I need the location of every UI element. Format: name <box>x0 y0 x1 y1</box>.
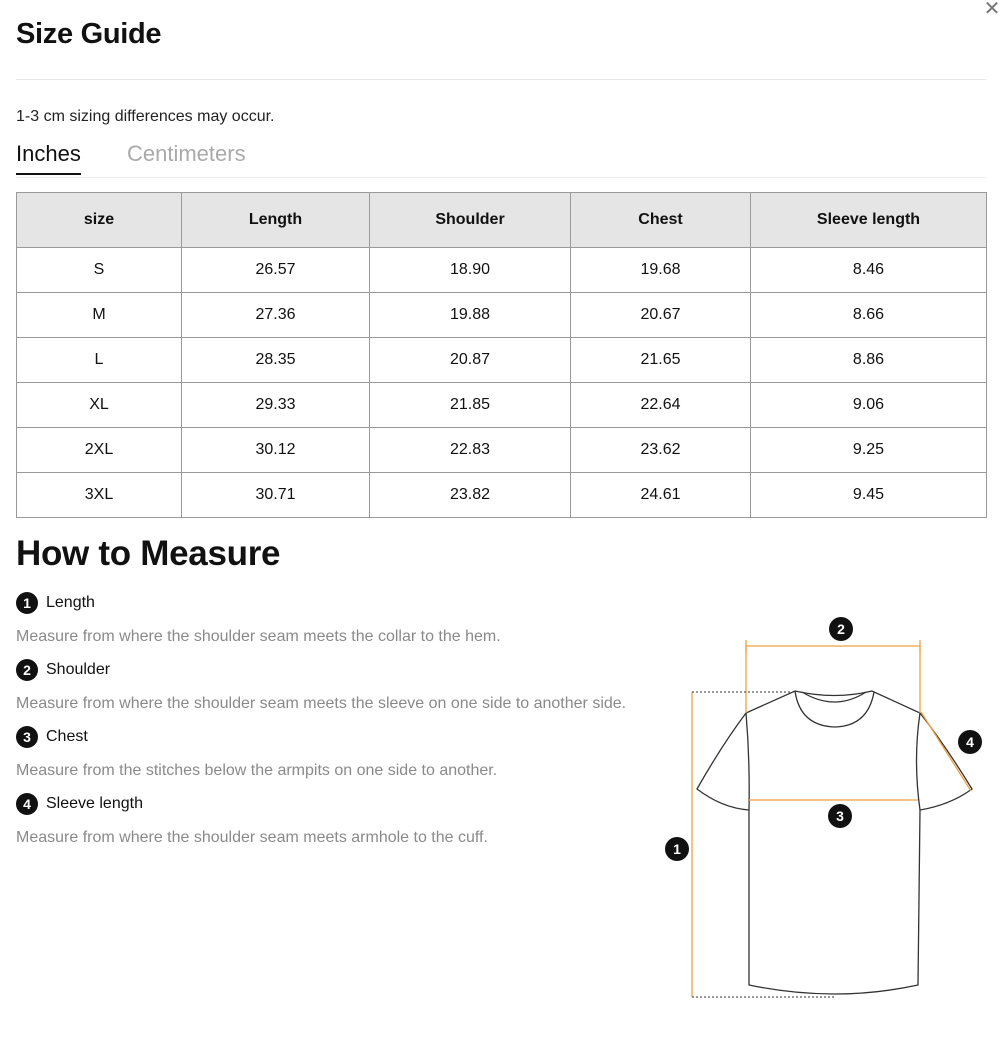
table-row <box>17 473 987 518</box>
page-title: Size Guide <box>16 18 162 50</box>
table-cell: 8.66 <box>751 293 987 338</box>
table-cell: 8.46 <box>751 248 987 293</box>
step-chest <box>16 726 88 748</box>
marker-2 <box>829 617 853 641</box>
step-shoulder <box>16 659 110 681</box>
table-cell: 22.64 <box>571 383 751 428</box>
table-cell: 19.88 <box>370 293 571 338</box>
column-header: Shoulder <box>370 193 571 248</box>
table-cell: 21.65 <box>571 338 751 383</box>
dotted-guides <box>692 692 835 997</box>
step-label: Chest <box>46 728 88 745</box>
table-row <box>17 293 987 338</box>
table-cell: 30.12 <box>182 428 370 473</box>
table-row <box>17 338 987 383</box>
table-cell: 27.36 <box>182 293 370 338</box>
table-cell: 30.71 <box>182 473 370 518</box>
marker-3 <box>828 804 852 828</box>
table-cell: 22.83 <box>370 428 571 473</box>
marker-4 <box>958 730 982 754</box>
sizing-note: 1-3 cm sizing differences may occur. <box>16 108 275 125</box>
table-cell: 19.68 <box>571 248 751 293</box>
step-number-badge: 2 <box>16 659 38 681</box>
table-cell: 29.33 <box>182 383 370 428</box>
table-cell: S <box>17 248 182 293</box>
size-table <box>16 192 987 518</box>
table-header-row <box>17 193 987 248</box>
t-shirt-diagram-icon <box>660 610 990 1010</box>
step-number-badge: 1 <box>16 592 38 614</box>
marker-label-1: 1 <box>673 841 681 857</box>
marker-label-2: 2 <box>837 621 845 637</box>
marker-label-4: 4 <box>966 734 974 750</box>
tab-centimeters[interactable]: Centimeters <box>127 141 246 166</box>
table-cell: 28.35 <box>182 338 370 383</box>
close-icon[interactable]: ✕ <box>983 0 1000 20</box>
unit-tabs <box>16 141 986 178</box>
step-description: Measure from the stitches below the armpits on one side to another. <box>16 762 498 779</box>
table-cell: 18.90 <box>370 248 571 293</box>
column-header: Length <box>182 193 370 248</box>
table-cell: 23.62 <box>571 428 751 473</box>
table-cell: 9.25 <box>751 428 987 473</box>
tab-inches[interactable]: Inches <box>16 141 81 175</box>
how-to-measure-title: How to Measure <box>16 534 281 573</box>
marker-label-3: 3 <box>836 808 844 824</box>
column-header: Chest <box>571 193 751 248</box>
step-description: Measure from where the shoulder seam meets the collar to the hem. <box>16 628 501 645</box>
table-cell: 24.61 <box>571 473 751 518</box>
table-cell: 20.67 <box>571 293 751 338</box>
step-description: Measure from where the shoulder seam meets armhole to the cuff. <box>16 829 488 846</box>
table-row <box>17 248 987 293</box>
table-cell: 2XL <box>17 428 182 473</box>
table-cell: 9.06 <box>751 383 987 428</box>
step-label: Shoulder <box>46 661 111 678</box>
step-sleeve-length <box>16 793 143 815</box>
table-cell: 23.82 <box>370 473 571 518</box>
t-shirt-outline <box>697 691 972 994</box>
step-number-badge: 3 <box>16 726 38 748</box>
step-label: Length <box>46 594 95 611</box>
marker-1 <box>665 837 689 861</box>
step-length <box>16 592 95 614</box>
table-cell: M <box>17 293 182 338</box>
table-cell: 8.86 <box>751 338 987 383</box>
table-cell: XL <box>17 383 182 428</box>
column-header: Sleeve length <box>751 193 987 248</box>
table-cell: 9.45 <box>751 473 987 518</box>
table-cell: 3XL <box>17 473 182 518</box>
step-number-badge: 4 <box>16 793 38 815</box>
title-divider <box>16 79 986 80</box>
table-cell: 21.85 <box>370 383 571 428</box>
table-cell: L <box>17 338 182 383</box>
table-cell: 20.87 <box>370 338 571 383</box>
step-description: Measure from where the shoulder seam meets the sleeve on one side to another side. <box>16 695 627 712</box>
table-row <box>17 428 987 473</box>
table-row <box>17 383 987 428</box>
step-label: Sleeve length <box>46 795 143 812</box>
table-cell: 26.57 <box>182 248 370 293</box>
column-header: size <box>17 193 182 248</box>
